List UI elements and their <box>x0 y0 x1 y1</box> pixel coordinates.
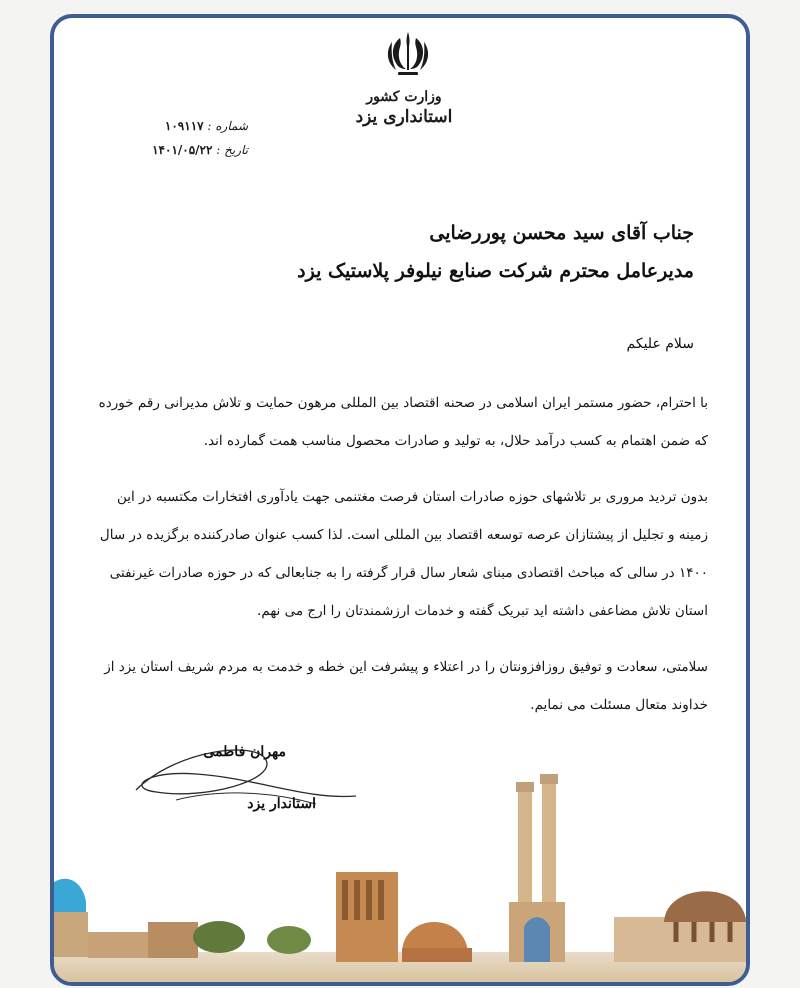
letter-body <box>94 384 708 742</box>
number-label: شماره : <box>207 119 248 133</box>
greeting: سلام علیکم <box>626 336 694 352</box>
paragraph: با احترام، حضور مستمر ایران اسلامی در صحنه اقتصاد بین المللی مرهون حمایت و تلاش مدیرانی رقم خورده که ضمن اهتمام به کسب درآمد حلال، به تولید و صادرات محصول مناسب همت گمارده اند. <box>98 395 708 449</box>
recipient-name: جناب آقای سید محسن پوررضایی <box>429 222 694 244</box>
paragraph: بدون تردید مروری بر تلاشهای حوزه صادرات استان فرصت مغتنمی جهت یادآوری افتخارات مکتسبه در این زمینه و تجلیل از پیشتازان عرصه توسعه اقتصاد بین المللی است. لذا کسب عنوان صادرکننده برگزیده در سال ۱۴۰۰ در سالی که مباحث اقتصادی مبنای شعار سال قرار گرفته را به جنابعالی که در حوزه صادرات غیرنفتی استان تلاش مضاعفی داشته اید تبریک گفته و خدمات ارزشمندتان را ارج می نهم. <box>99 489 708 619</box>
date-value: ۱۴۰۱/۰۵/۲۲ <box>152 143 213 157</box>
letter-number <box>98 114 248 138</box>
paragraph: سلامتی، سعادت و توفیق روزافزونتان را در اعتلاء و پیشرفت این خطه و خدمت به مردم شریف استان یزد از خداوند متعال مسئلت می نمایم. <box>104 659 708 713</box>
letter-sheet <box>50 14 750 986</box>
iran-emblem-icon <box>380 28 436 80</box>
yazd-skyline-illustration <box>54 752 746 982</box>
ministry-name: وزارت کشور <box>366 89 442 105</box>
signatory-name: مهران فاطمی <box>203 744 286 760</box>
ministry-header <box>304 88 504 128</box>
date-label: تاریخ : <box>216 143 248 157</box>
recipient-title: مدیرعامل محترم شرکت صنایع نیلوفر پلاستیک یزد <box>297 260 694 282</box>
office-name: استانداری یزد <box>355 107 453 127</box>
number-value: ۱۰۹۱۱۷ <box>164 119 204 133</box>
letter-date <box>98 138 248 162</box>
recipient-block <box>134 214 694 290</box>
signatory-title: استاندار یزد <box>247 796 316 812</box>
letter-meta <box>98 114 248 162</box>
